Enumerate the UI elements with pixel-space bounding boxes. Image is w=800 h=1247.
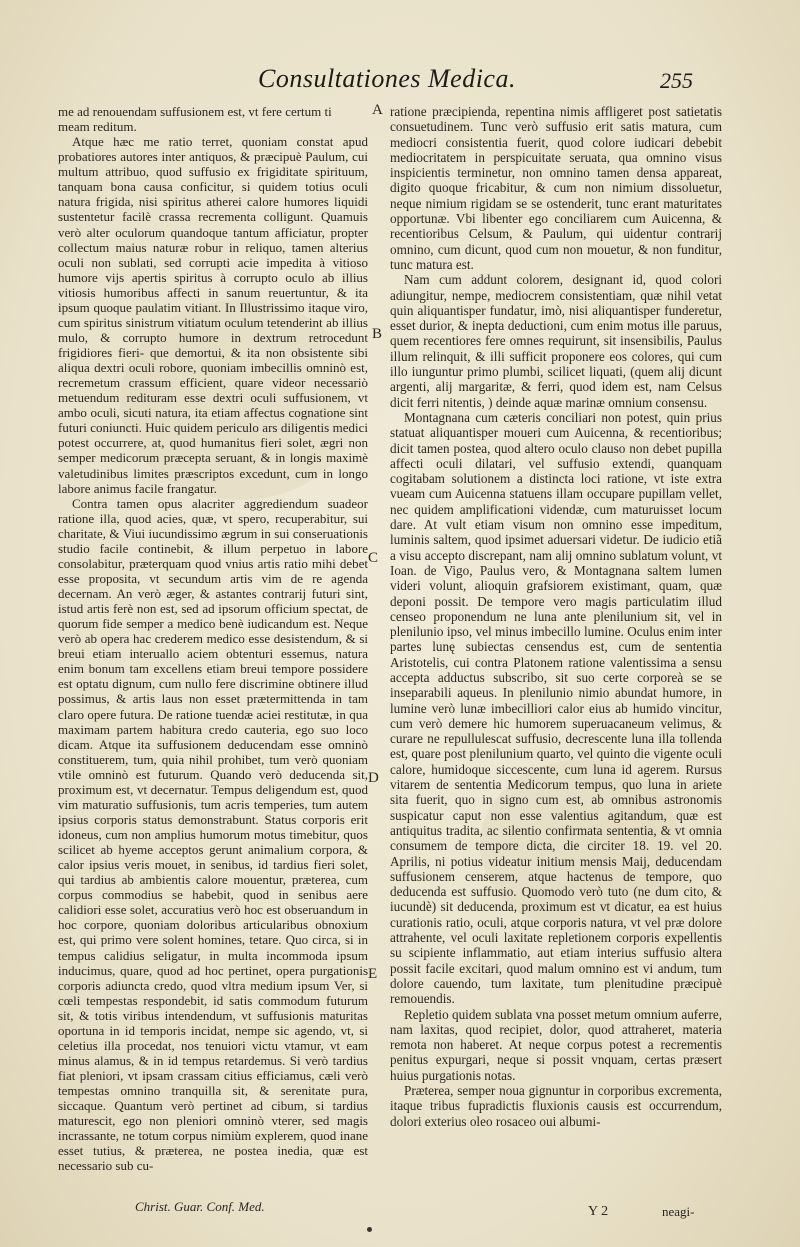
footer-author-abbrev: Christ. Guar. Conf. Med. xyxy=(135,1199,265,1214)
signature-mark: Y 2 xyxy=(588,1204,609,1219)
right-paragraph: Nam cum addunt colorem, designant id, quod colori adiungitur, nempe, mediocrem consistentiam, quæ nihil vetat quin aliquantisper fundatur, imò, nisi aliquantisper funderetur, esset durior, & inepta deductioni, cum enim motus ille paruus, quem recentiores fere omnes requirunt, sit insensibilis, Paulus illum relinquit, & illi sufficit proponere eos colores, qui cum illo iunguntur primo plumbi, scilicet liquati, (quem alij dicunt argenti, alij margaritæ, & ferri, quod idem est, nam Celsus dicit ferri nitentis, ) deinde aquæ marinæ omnium consensu. xyxy=(390,272,722,410)
left-paragraph: me ad renouendam suffusionem est, vt fere certum ti xyxy=(58,104,332,119)
left-paragraph: Contra tamen opus alacriter aggrediendum suadeor ratione illa, quod acies, quæ, vt spero, recuperabitur, sui charitate, & Viui iucundissimo ægrum in sui conseruationis studio facile continebit, & illum perpetuo in labore consolabitur, præterquam quod vnius artis ratio mihi debet esse proposita, vt secundum artis vim de re agenda decernam. An verò æger, & astantes contrarij futuri sint, istud artis ferè non est, sed ad ipsorum officium spectat, de quorum fide semper a medico benè iudicandum est. Neque verò ab opera hac crederem medico esse desistendum, & si breui etiam interuallo aciem obtenturi essemus, natura enim bonum tam excellens etiam breui tempore possidere est optatu dignum, cum nullo fere discrimine obtinere illud possimus, & artis laus non esset prætermittenda in tam claro opere futura. De ratione tuendæ aciei restitutæ, in qua maximam partem habitura credo cauteria, ego suo loco dicam. Atque ita suffusionem deducendam esse omninò constituerem, tum, quia nihil prohibet, tum verò quoniam vtile omninò est futurum. Quando verò deducenda sit, proximum est, vt decernatur. Tempus deligendum est, quod vim maturatio suffusionis, tum acris temperies, tum autem ipsius corporis status demonstrabunt. Status corporis erit idoneus, cum non amplius humorum motus timebitur, quos scilicet ab hyeme acceptos gerunt animalium corpora, & calor ipsius veris mouet, in senibus, id tardius fieri solet, qui tardius ab ambientis calore mouentur, præterea, cum corpus commodius se habebit, quod in senibus aere calidiori esse solet, accuratius verò hoc est obseruandum in hoc corpore, quoniam doloribus articularibus obnoxium est, qui primo vere solent homines, tetare. Quo circa, si in tempus calidius seligatur, in multa incommoda ipsum inducimus, quare, quod ad hoc pertinet, opera purgationis corporis adiuncta credo, quod vltra medium ipsum Ver, si cœli tempestas respondebit, id satis commodum futurum sit, & totis viribus intendendum, vt suffusionis maturitas oportuna in id temporis incidat, nempe sic agendo, vt, si celetius illa procedat, nos tenuiori victu vtamur, vt eam minus alamus, & in id tempus retardemus. Si verò tardius fiat pleniori, vt ipsam crassam citius efficiamus, cæli verò tempestas omnino tranquilla sit, & serenitate pura, siccaque. Quantum verò pertinet ad cibum, si tardius maturescit, ego non pleniori omninò vterer, sed magis incrassante, ne totum corpus nimiùm explerem, quod inane esset tutius, & præterea, ne postea inedia, quæ est necessario sub cu- xyxy=(58,495,368,1174)
right-paragraph: Montagnana cum cæteris conciliari non potest, quin prius statuat aliquantisper moueri cum Auicenna, & recentioribus; dicit tamen postea, quod altero oculo clauso non debet pupilla affecti oculi dilatari, vel suffusio extendi, quanquam cogitabam solutionem a distincta loci ratione, vt iste extra vueam cum Auicenna statuens illam occupare pupillam vellet, nec quidem amplificationi videndæ, cum maturuisset locum dare. At vult etiam visum non omnino esse impeditum, luminis saltem, quod ipsimet aduersari videtur. De iudicio etiã a visu accepto discrepant, nam alij omnino sublatum volunt, vt Ioan. de Vigo, Paulus vero, & Montagnana saltem lumen videri volunt, alioquin grafsiorem existimant, quam, quæ deponi possit. De tempore vero magis particulatim illud censeo proponendum ne luna ante plenilunium sit, vel in plenilunio ipso, vel minus imbecillo lumine. Oculus enim inter partes lunę subiectas censendus est, cum de sententia Aristotelis, cui contra Platonem ratione valentissima a sensu accepta adductus subscribo, sit suo certe corporeà se se inseparabili aqueus. In plenilunio nimio abundat humore, in lumine verò lunæ imbecilliori calor eius ab humido vincitur, cum verò demere hic humorem superuacaneum velimus, & curare ne repullulescat suffusio, decrescente luna illa tollenda est, quare post plenilunium quarto, vel quinto die vigente oculi calore, humidoque siccescente, cum luna id agerem. Rursus vitarem de sententia Medicorum tempus, quo luna in ariete sita fuerit, quo in signo cum est, ab omnibus astronomis suspicatur caput non esse valentius agitandum, quæ est antiquitus tradita, ac silentio confirmata sententia, & vt omnia consumem de tempore dicta, die circiter 18. 19. vel 20. Aprilis, ni potius videatur initium mensis Maij, deducendam suffusionem censerem, atque hactenus de tempore, quo deducenda est suffusio. Quomodo verò tuto (ne dum cito, & iucundè) sit deducenda, proximum est vt dicatur, ea est huius curationis ratio, oculi, atque corporis natura, vt vel præ dolore attrahente, vel oculi laxitate repletionem corporis expellentis su scipiente inflammatio, aut etiam interius suffusio altera possit facile excitari, quod malum omnino est vi andum, tum dolore cauendo, tum laxitate, tum plenitudine præcipuè remouendis. xyxy=(390,409,722,1007)
margin-marker-a: A xyxy=(372,102,383,118)
page-number: 255 xyxy=(660,68,693,93)
right-paragraph: Præterea, semper noua gignuntur in corporibus excrementa, itaque tribus fupradictis fluxionis causis est occurrendum, dolori exterius oleo rosaceo oui albumi- xyxy=(390,1083,722,1129)
catchword: neagi- xyxy=(662,1204,695,1219)
ornament-dot xyxy=(367,1227,372,1232)
margin-marker-e: E xyxy=(368,966,378,982)
margin-marker-b: B xyxy=(372,326,383,342)
left-paragraph: Atque hæc me ratio terret, quoniam constat apud probatiores autores inter antiquos, & præcipuè Paulum, cui multum attribuo, quod suffusio ex frigiditate spirituum, tanquam bona causa conficitur, si quidem totius oculi natura frigida, nisi spiritus atherei calore humores liquidi sustentetur facilè crassa recrementa colligunt. Quamuis verò alter oculorum quandoque tantum afficiatur, propter collectum maius naturæ robur in reliquo, tamen alterius oculi non sublati, sed corrupti acie impedita à vitioso humore vijs apertis spiritus à corrupto oculo ab illius vitiosis humoribus affecti in sanum reuertuntur, & ita ipsum quoque paulatim vitiant. In Illustrissimo itaque viro, cum spiritus sinistrum vitiatum oculum tetenderint ab illius mulo, & corrupto humore in dextrum retrocedunt frigidiores fieri- que demortui, & ita non obsistente sibi aliqua dextri oculi robore, quoniam imbecillis omninò est, recremetum crassum efficient, quare videor necessariò metuendum redituram esse dextri oculi suffusionem, vt ambo oculi, sicuti natura, ita etiam affectus cognatione sint futuri coniuncti. Huic quidem periculo ars diligentis medici potest occurrere, at, quod humanitus fieri solet, ægri non semper medicorum præcepta seruant, & in longis maximè valetudinibus limites præscriptos excedunt, cum in longo labore animus facile frangatur. xyxy=(58,134,368,496)
left-paragraph: meam reditum. xyxy=(58,119,137,135)
right-column xyxy=(390,104,722,1129)
left-column xyxy=(58,104,368,1173)
margin-marker-d: D xyxy=(368,770,379,786)
page-header xyxy=(0,58,800,98)
right-paragraph: ratione præcipienda, repentina nimis affligeret post satietatis consuetudinem. Tunc verò suffusio erit satis matura, cum mediocri consistentia fuerit, quod colore iudicari debebit mediocritatem in perspicuitate seruata, qua omnino visus inspicientis terminetur, non omnino tamen densa appareat, digito quoque fricabitur, & cum non nimium dissoluetur, neque nimium rigidam se se ostenderit, tunc erant maturitates opportunæ. Vbi libenter ego conciliarem cum Auicenna, & recentioribus Celsum, & Paulum, qui uidentur contrarij omnino, cum dicunt, quod cum non mouetur, & non funditur, tunc matura est. xyxy=(390,104,722,272)
running-title: Consultationes Medica. xyxy=(258,64,516,93)
margin-marker-c: C xyxy=(368,550,379,566)
right-paragraph: Repletio quidem sublata vna posset metum omnium auferre, nam laxitas, quod recipiet, dolor, quod attraheret, materia remota non haberet. At neque corpus potest a recrementis penitus expurgari, neque si possit vnquam, certas præsert huius purgationis notas. xyxy=(390,1006,722,1083)
